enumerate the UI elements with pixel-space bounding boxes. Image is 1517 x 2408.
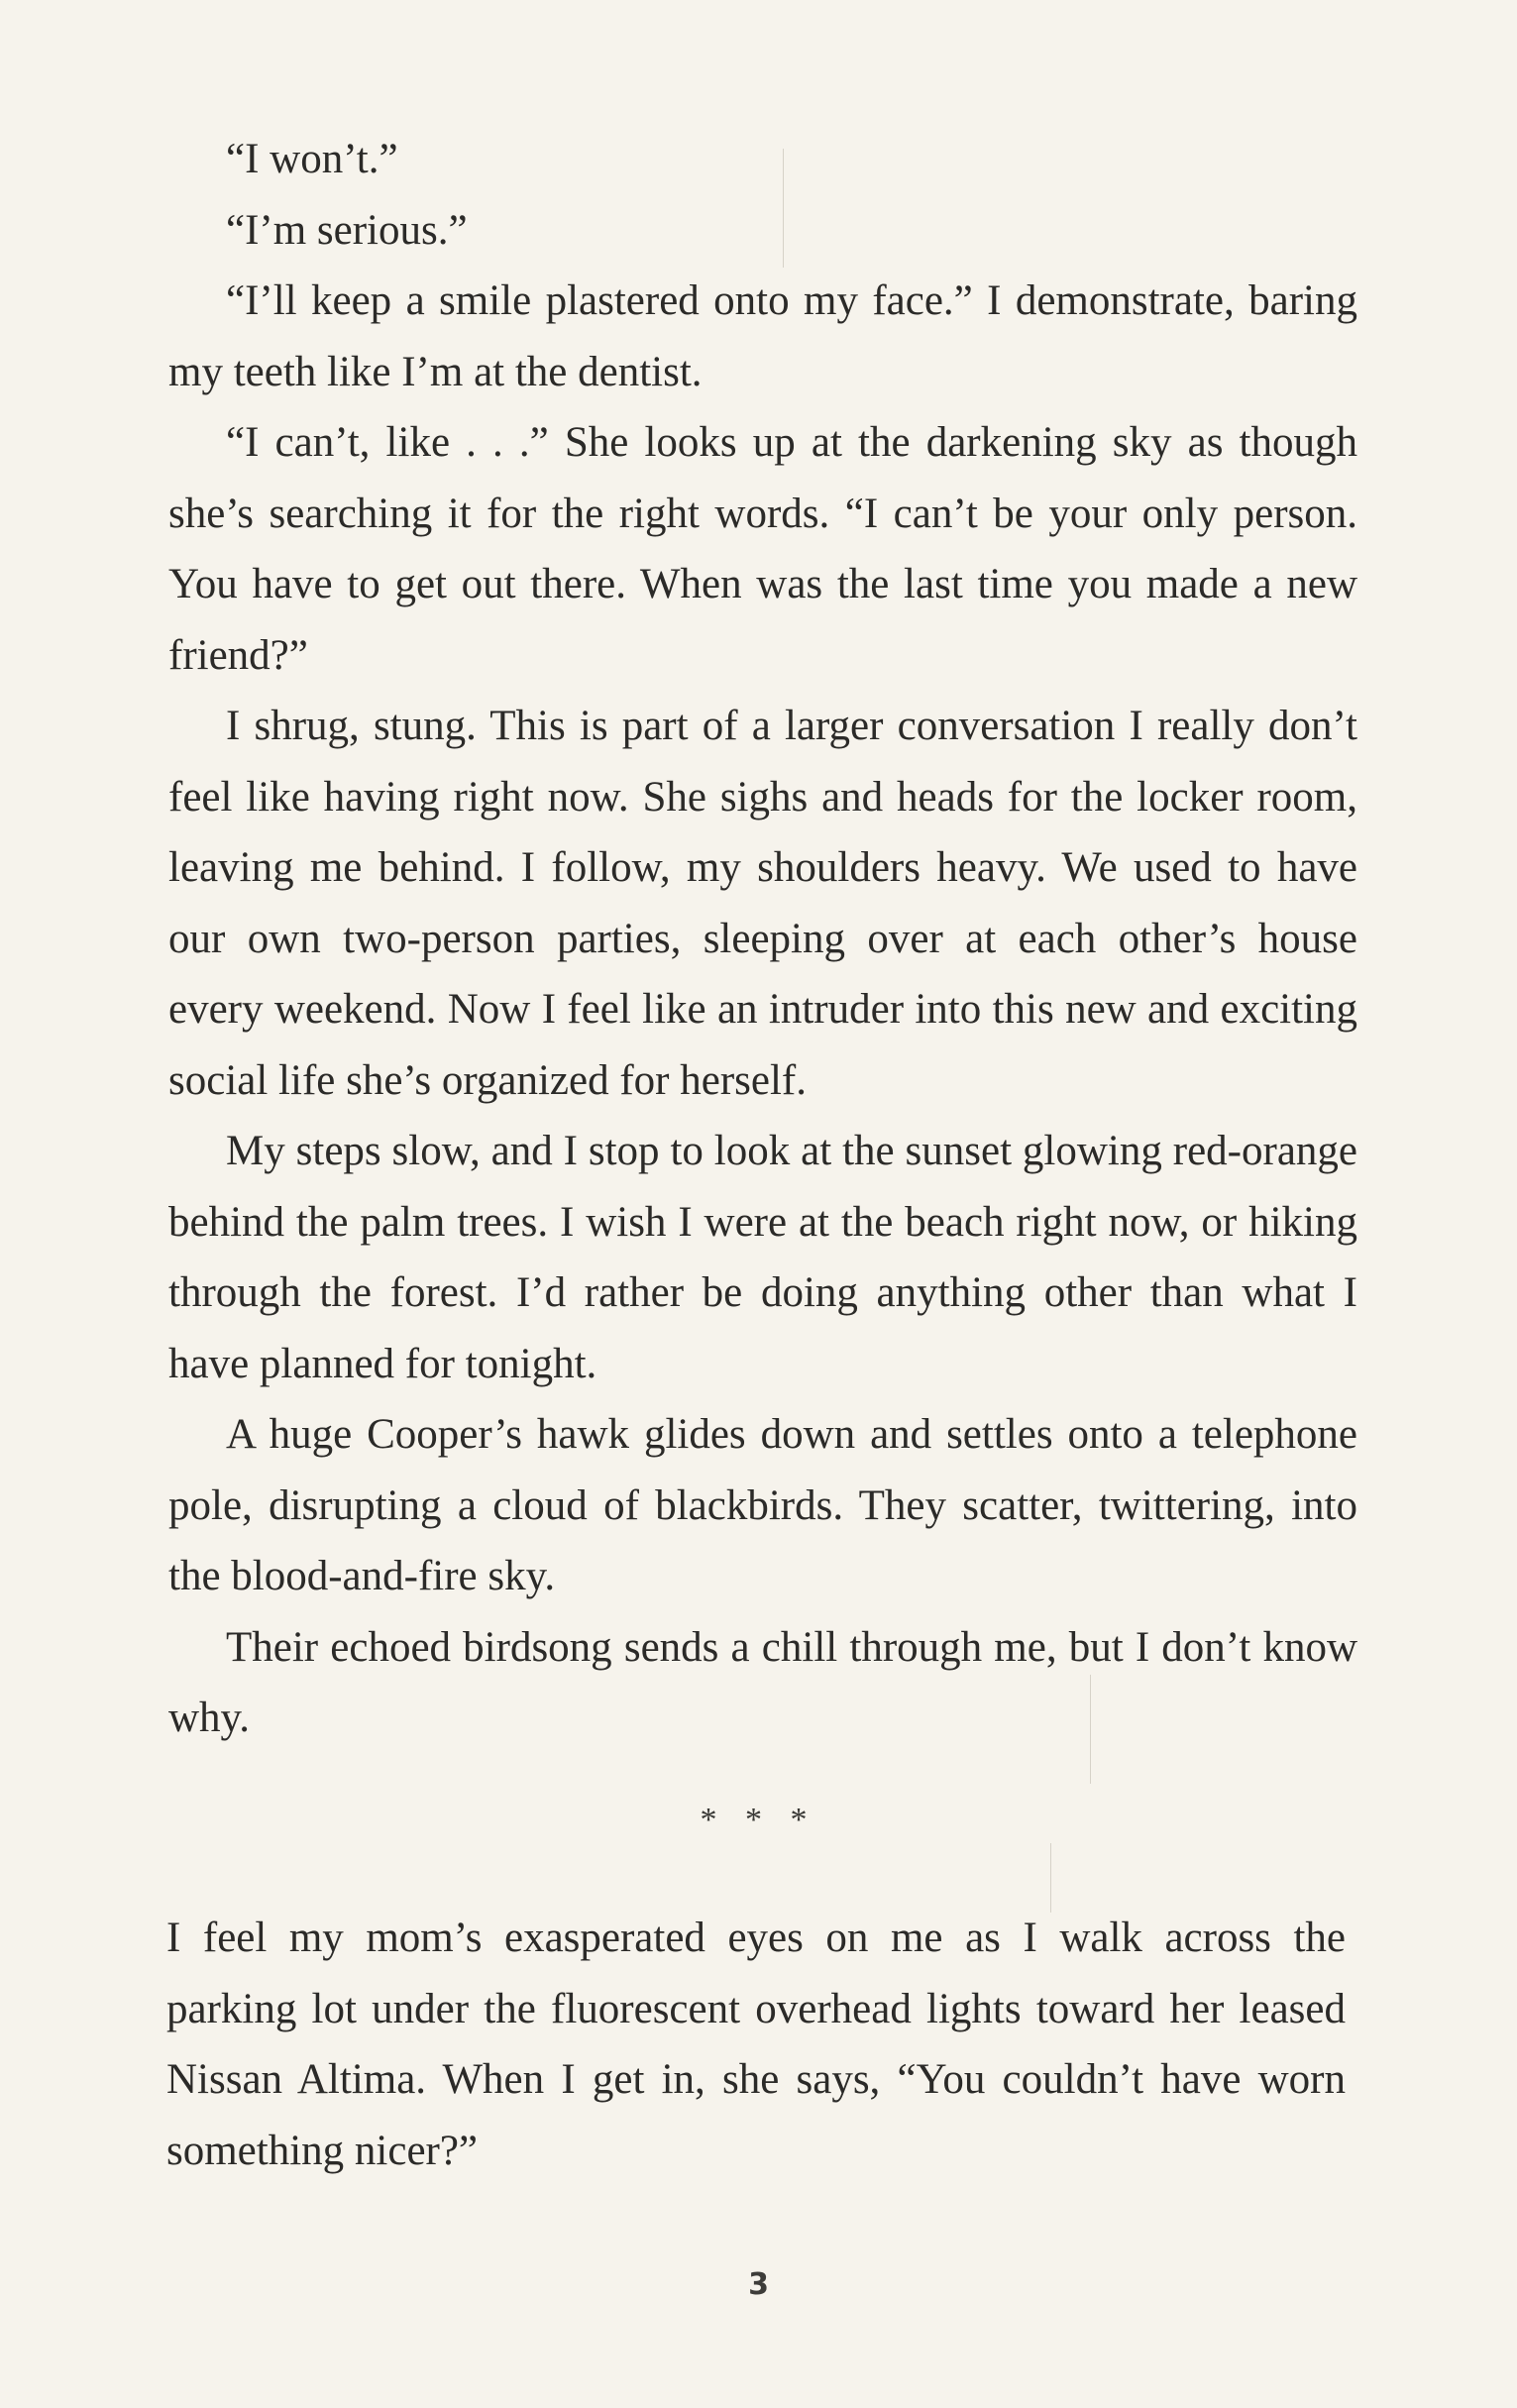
main-text [168, 124, 1357, 1754]
scene-break: * * * [700, 1802, 817, 1838]
paragraph: My steps slow, and I stop to look at the sunset glowing red-orange behind the palm trees. I wish I were at the beach right now, or hiking through the forest. I’d rather be doing anything other than what I have planned for tonight. [168, 1128, 1357, 1387]
paragraph: “I can’t, like . . .” She looks up at the darkening sky as though she’s searching it for the right words. “I can’t be your only person. You have to get out there. When was the last time you made a new friend?” [168, 419, 1357, 679]
paragraph: Their echoed birdsong sends a chill through me, but I don’t know why. [168, 1623, 1357, 1741]
paragraph: I shrug, stung. This is part of a larger conversation I really don’t feel like having right now. She sighs and heads for the locker room, leaving me behind. I follow, my shoulders heavy. We used to have our own two-person parties, sleeping over at each other’s house every weekend. Now I feel like an intruder into this new and exciting social life she’s organized for herself. [168, 703, 1357, 1104]
paragraph: “I won’t.” [226, 136, 398, 182]
after-break-text [166, 1903, 1346, 2186]
page-number: 3 [748, 2267, 769, 2302]
paragraph: I feel my mom’s exasperated eyes on me as I walk across the parking lot under the fluorescent overhead lights toward her leased Nissan Altima. When I get in, she says, “You couldn’t have worn something nicer?” [166, 1915, 1346, 2174]
paragraph: A huge Cooper’s hawk glides down and settles onto a telephone pole, disrupting a cloud of blackbirds. They scatter, twittering, into the blood-and-fire sky. [168, 1411, 1357, 1599]
paragraph: “I’m serious.” [226, 206, 468, 254]
paragraph: “I’ll keep a smile plastered onto my face.” I demonstrate, baring my teeth like I’m at the dentist. [168, 277, 1357, 395]
